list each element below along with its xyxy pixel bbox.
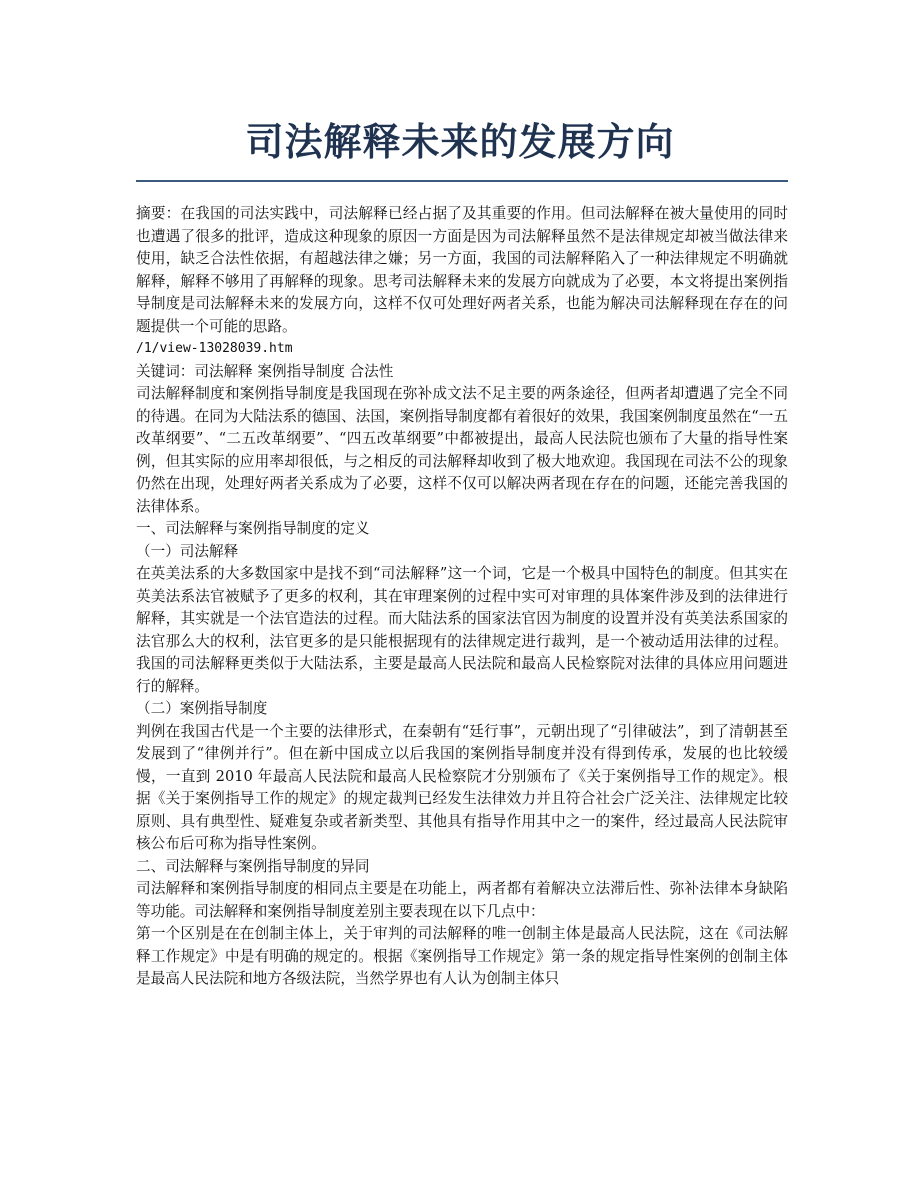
section-heading-1: 一、司法解释与案例指导制度的定义 bbox=[136, 520, 370, 537]
subsection-heading-1-2: （二）案例指导制度 bbox=[136, 700, 268, 717]
source-link[interactable]: /1/view-13028039.htm bbox=[136, 341, 293, 356]
document-title: 司法解释未来的发展方向 bbox=[245, 120, 675, 164]
abstract-paragraph: 摘要：在我国的司法实践中，司法解释已经占据了及其重要的作用。但司法解释在被大量使用的同时也遭遇了很多的批评，造成这种现象的原因一方面是因为司法解释虽然不是法律规定却被当做法律来使用，缺乏合法性依据，有超越法律之嫌；另一方面，我国的司法解释陷入了一种法律规定不明确就解释，解释不够用了再解释的现象。思考司法解释未来的发展方向就成为了必要，本文将提出案例指导制度是司法解释未来的发展方向，这样不仅可处理好两者关系，也能为解决司法解释现在存在的问题提供一个可能的思路。 bbox=[136, 205, 788, 335]
body-paragraph: 在英美法系的大多数国家中是找不到“司法解释”这一个词，它是一个极具中国特色的制度。但其实在英美法系法官被赋予了更多的权利，其在审理案例的过程中实可对审理的具体案件涉及到的法律进行解释，其实就是一个法官造法的过程。而大陆法系的国家法官因为制度的设置并没有英美法系国家的法官那么大的权利，法官更多的是只能根据现有的法律规定进行裁判，是一个被动适用法律的过程。我国的司法解释更类似于大陆法系，主要是最高人民法院和最高人民检察院对法律的具体应用问题进行的解释。 bbox=[136, 565, 788, 695]
body-paragraph: 判例在我国古代是一个主要的法律形式，在秦朝有“廷行事”，元朝出现了“引律破法”，到了清朝甚至发展到了“律例并行”。但在新中国成立以后我国的案例指导制度并没有得到传承，发展的也比较缓慢，一直到 2010 年最高人民法院和最高人民检察院才分别颁布了《关于案例指导工作的规定》。根据《关于案例指导工作的规定》的规定裁判已经发生法律效力并且符合社会广泛关注、法律规定比较原则、具有典型性、疑难复杂或者新类型、其他具有指导作用其中之一的案件，经过最高人民法院审核公布后可称为指导性案例。 bbox=[136, 722, 788, 852]
keywords-line: 关键词：司法解释 案例指导制度 合法性 bbox=[136, 362, 394, 380]
section-heading-2: 二、司法解释与案例指导制度的异同 bbox=[136, 857, 370, 875]
body-paragraph: 司法解释和案例指导制度的相同点主要是在功能上，两者都有着解决立法滞后性、弥补法律本身缺陷等功能。司法解释和案例指导制度差别主要表现在以下几点中： bbox=[136, 880, 788, 920]
body-paragraph: 第一个区别是在在创制主体上，关于审判的司法解释的唯一创制主体是最高人民法院，这在《司法解释工作规定》中是有明确的规定的。根据《案例指导工作规定》第一条的规定指导性案例的创制主体是最高人民法院和地方各级法院，当然学界也有人认为创制主体只 bbox=[136, 925, 788, 987]
document-body bbox=[136, 203, 788, 991]
subsection-heading-1-1: （一）司法解释 bbox=[136, 542, 239, 560]
title-divider bbox=[136, 180, 788, 182]
intro-paragraph: 司法解释制度和案例指导制度是我国现在弥补成文法不足主要的两条途径，但两者却遭遇了完全不同的待遇。在同为大陆法系的德国、法国，案例指导制度都有着很好的效果，我国案例制度虽然在“一五改革纲要”、“二五改革纲要”、“四五改革纲要”中都被提出，最高人民法院也颁布了大量的指导性案例，但其实际的应用率却很低，与之相反的司法解释却收到了极大地欢迎。我国现在司法不公的现象仍然在出现，处理好两者关系成为了必要，这样不仅可以解决两者现在存在的问题，还能完善我国的法律体系。 bbox=[136, 385, 788, 515]
